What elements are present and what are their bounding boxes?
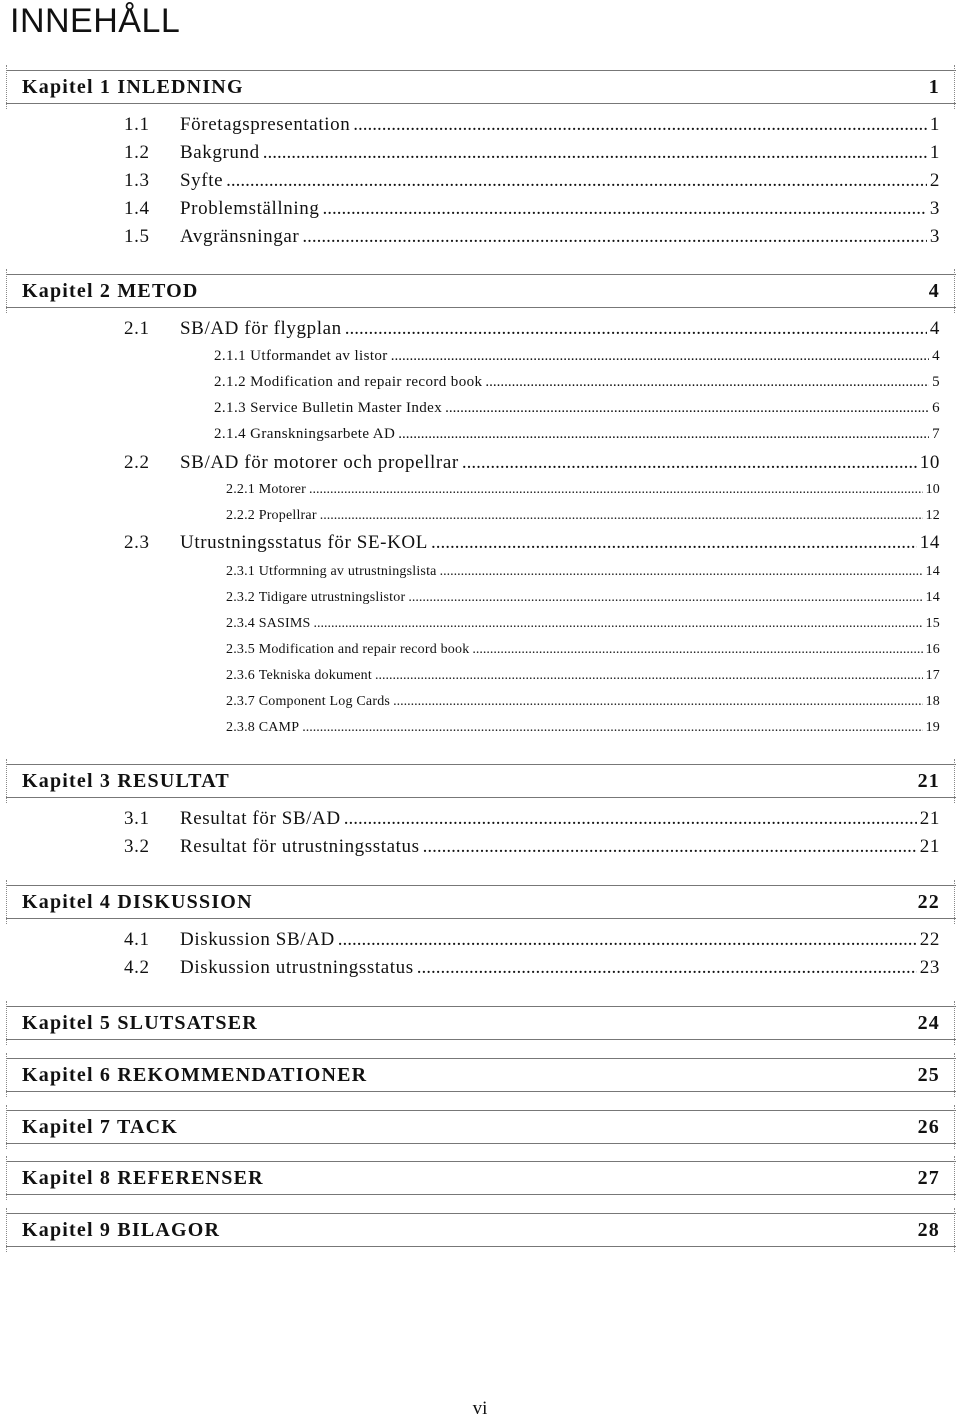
entry-page: 14 — [925, 590, 940, 605]
chapter-page: 4 — [928, 279, 940, 302]
entry-number: 2.3.8 — [226, 720, 255, 735]
dot-leader — [226, 170, 927, 192]
toc-entry[interactable] — [124, 318, 940, 340]
entry-title: Utformning av utrustningslista — [258, 564, 437, 579]
toc-entry[interactable] — [226, 616, 940, 632]
chapter-label: Kapitel 4 DISKUSSION — [22, 890, 253, 913]
dot-leader — [393, 694, 923, 710]
entry-page: 14 — [919, 532, 940, 553]
entry-number: 3.1 — [124, 808, 150, 829]
dot-leader — [423, 836, 917, 858]
entry-number: 1.4 — [124, 198, 150, 219]
toc-entry[interactable] — [226, 482, 940, 498]
entry-title: Component Log Cards — [258, 694, 391, 709]
entry-page: 21 — [919, 808, 940, 829]
entry-number: 2.1.2 — [214, 374, 246, 390]
chapter-label: Kapitel 5 SLUTSATSER — [22, 1011, 258, 1034]
entry-title: Granskningsarbete AD — [250, 426, 396, 442]
entry-title: Resultat för SB/AD — [180, 808, 341, 829]
entry-page: 1 — [929, 142, 940, 163]
chapter-6-heading[interactable] — [6, 1058, 956, 1092]
chapter-5-heading[interactable] — [6, 1006, 956, 1040]
toc-entry[interactable] — [124, 142, 940, 164]
entry-title: Modification and repair record book — [250, 374, 483, 390]
dot-leader — [302, 226, 927, 248]
entry-title: Bakgrund — [180, 142, 260, 163]
entry-title: Tidigare utrustningslistor — [258, 590, 406, 605]
dot-leader — [375, 668, 923, 684]
entry-page: 19 — [925, 720, 940, 735]
dot-leader — [408, 590, 922, 606]
entry-page: 6 — [932, 400, 940, 416]
entry-number: 1.3 — [124, 170, 150, 191]
entry-title: SB/AD för motorer och propellrar — [180, 452, 459, 473]
chapter-label: Kapitel 9 BILAGOR — [22, 1218, 221, 1241]
entry-title: Utformandet av listor — [250, 348, 388, 364]
entry-number: 1.5 — [124, 226, 150, 247]
entry-title: CAMP — [258, 720, 300, 735]
entry-number: 2.2.1 — [226, 482, 255, 497]
toc-entry[interactable] — [226, 694, 940, 710]
toc-entry[interactable] — [226, 668, 940, 684]
entry-title: Diskussion utrustningsstatus — [180, 957, 414, 978]
page-number: vi — [472, 1398, 488, 1419]
entry-page: 10 — [919, 452, 940, 473]
entry-page: 4 — [932, 348, 940, 364]
toc-entry[interactable] — [226, 564, 940, 580]
chapter-label: Kapitel 7 TACK — [22, 1115, 179, 1138]
chapter-page: 25 — [917, 1063, 940, 1086]
dot-leader — [391, 348, 929, 365]
entry-number: 2.1.1 — [214, 348, 246, 364]
dot-leader — [417, 957, 917, 979]
toc-entry[interactable] — [124, 170, 940, 192]
entry-page: 2 — [929, 170, 940, 191]
dot-leader — [313, 616, 922, 632]
toc-entry[interactable] — [124, 198, 940, 220]
chapter-page: 26 — [917, 1115, 940, 1138]
toc-entry[interactable] — [214, 348, 940, 365]
dot-leader — [398, 426, 929, 443]
entry-number: 2.1.3 — [214, 400, 246, 416]
dot-leader — [322, 198, 926, 220]
dot-leader — [345, 318, 927, 340]
entry-page: 3 — [929, 226, 940, 247]
dot-leader — [445, 400, 929, 417]
entry-page: 18 — [925, 694, 940, 709]
chapter-2-heading[interactable] — [6, 274, 956, 308]
toc-entry[interactable] — [124, 226, 940, 248]
entry-page: 15 — [925, 616, 940, 631]
entry-number: 2.3.4 — [226, 616, 255, 631]
chapter-page: 22 — [917, 890, 940, 913]
toc-entry[interactable] — [124, 808, 940, 830]
entry-number: 3.2 — [124, 836, 150, 857]
entry-title: SB/AD för flygplan — [180, 318, 342, 339]
page-title: INNEHÅLL — [10, 2, 181, 40]
toc-entry[interactable] — [214, 374, 940, 391]
toc-entry[interactable] — [124, 836, 940, 858]
toc-entry[interactable] — [124, 532, 940, 554]
chapter-label: Kapitel 3 RESULTAT — [22, 769, 230, 792]
entry-title: Propellrar — [258, 508, 317, 523]
chapter-label: Kapitel 2 METOD — [22, 279, 199, 302]
entry-page: 1 — [929, 114, 940, 135]
dot-leader — [485, 374, 929, 391]
toc-entry[interactable] — [124, 929, 940, 951]
entry-title: Modification and repair record book — [258, 642, 470, 657]
entry-number: 2.3.7 — [226, 694, 255, 709]
entry-number: 4.2 — [124, 957, 150, 978]
entry-page: 7 — [932, 426, 940, 442]
toc-entry[interactable] — [226, 508, 940, 524]
entry-number: 2.2.2 — [226, 508, 255, 523]
chapter-page: 28 — [917, 1218, 940, 1241]
dot-leader — [440, 564, 923, 580]
entry-title: Problemställning — [180, 198, 320, 219]
chapter-label: Kapitel 1 INLEDNING — [22, 75, 244, 98]
entry-title: Syfte — [180, 170, 224, 191]
entry-number: 2.3.6 — [226, 668, 255, 683]
toc-entry[interactable] — [226, 642, 940, 658]
entry-title: Resultat för utrustningsstatus — [180, 836, 420, 857]
entry-number: 2.3 — [124, 532, 150, 553]
entry-number: 2.1.4 — [214, 426, 246, 442]
entry-page: 14 — [925, 564, 940, 579]
chapter-4-heading[interactable] — [6, 885, 956, 919]
dot-leader — [320, 508, 923, 524]
dot-leader — [462, 452, 917, 474]
dot-leader — [431, 532, 917, 554]
toc-entry[interactable] — [226, 590, 940, 606]
dot-leader — [302, 720, 922, 736]
entry-number: 2.3.2 — [226, 590, 255, 605]
entry-number: 2.2 — [124, 452, 150, 473]
entry-number: 1.2 — [124, 142, 150, 163]
chapter-page: 27 — [917, 1166, 940, 1189]
entry-number: 2.3.5 — [226, 642, 255, 657]
entry-number: 4.1 — [124, 929, 150, 950]
entry-page: 10 — [925, 482, 940, 497]
dot-leader — [344, 808, 917, 830]
chapter-9-heading[interactable] — [6, 1213, 956, 1247]
entry-title: Företagspresentation — [180, 114, 351, 135]
entry-page: 22 — [919, 929, 940, 950]
entry-number: 2.3.1 — [226, 564, 255, 579]
chapter-label: Kapitel 6 REKOMMENDATIONER — [22, 1063, 368, 1086]
entry-page: 3 — [929, 198, 940, 219]
chapter-page: 21 — [917, 769, 940, 792]
chapter-label: Kapitel 8 REFERENSER — [22, 1166, 264, 1189]
entry-page: 23 — [919, 957, 940, 978]
dot-leader — [263, 142, 927, 164]
toc-entry[interactable] — [226, 720, 940, 736]
toc-entry[interactable] — [124, 452, 940, 474]
entry-page: 17 — [925, 668, 940, 683]
entry-page: 12 — [925, 508, 940, 523]
chapter-1-heading[interactable] — [6, 70, 956, 104]
dot-leader — [309, 482, 923, 498]
chapter-page: 1 — [928, 75, 940, 98]
toc-entry[interactable] — [124, 957, 940, 979]
chapter-7-heading[interactable] — [6, 1110, 956, 1144]
chapter-8-heading[interactable] — [6, 1161, 956, 1195]
entry-title: SASIMS — [258, 616, 311, 631]
entry-page: 21 — [919, 836, 940, 857]
dot-leader — [338, 929, 917, 951]
entry-number: 2.1 — [124, 318, 150, 339]
entry-title: Service Bulletin Master Index — [250, 400, 443, 416]
entry-page: 4 — [929, 318, 940, 339]
entry-title: Diskussion SB/AD — [180, 929, 335, 950]
toc-entry[interactable] — [214, 400, 940, 417]
dot-leader — [353, 114, 927, 136]
entry-number: 1.1 — [124, 114, 150, 135]
entry-title: Utrustningsstatus för SE-KOL — [180, 532, 428, 553]
chapter-page: 24 — [917, 1011, 940, 1034]
entry-title: Avgränsningar — [180, 226, 300, 247]
dot-leader — [472, 642, 922, 658]
entry-page: 5 — [932, 374, 940, 390]
chapter-3-heading[interactable] — [6, 764, 956, 798]
entry-title: Tekniska dokument — [258, 668, 372, 683]
toc-entry[interactable] — [214, 426, 940, 443]
entry-title: Motorer — [258, 482, 306, 497]
entry-page: 16 — [925, 642, 940, 657]
toc-entry[interactable] — [124, 114, 940, 136]
